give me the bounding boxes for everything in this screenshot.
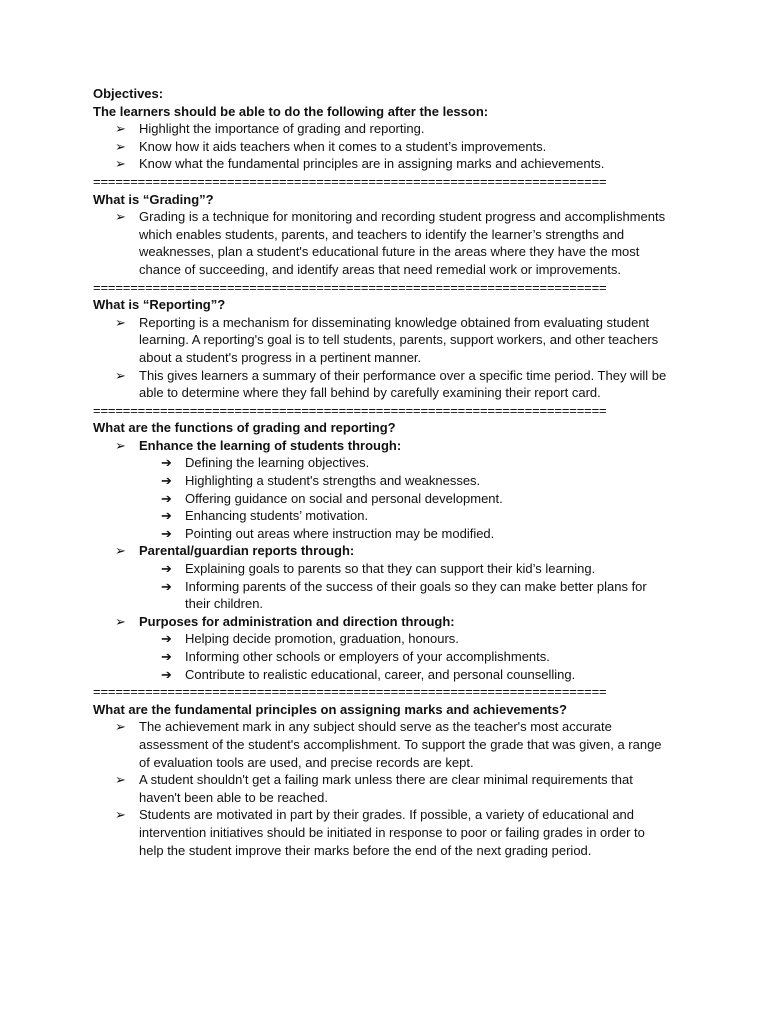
grading-title: What is “Grading”? (93, 191, 214, 207)
sub-list (139, 630, 673, 683)
list-item: ➢ Reporting is a mechanism for disseminating knowledge obtained from evaluating student learning. A reporting's goal is to tell students, parents, support workers, and other teachers about a student's progress in a pertinent manner. (115, 314, 659, 365)
arrowhead-bullet-icon: ➢ (115, 437, 126, 453)
group-label: Purposes for administration and direction through: (139, 613, 455, 629)
arrowhead-bullet-icon: ➢ (115, 209, 126, 225)
sub-list-item: ➔ Pointing out areas where instruction may be modified. (161, 525, 495, 541)
sub-list-item: ➔ Explaining goals to parents so that they can support their kid’s learning. (161, 561, 596, 577)
sub-list-item: ➔ Highlighting a student's strengths and weaknesses. (161, 473, 481, 489)
arrowhead-bullet-icon: ➢ (115, 314, 126, 330)
arrow-bullet-icon: ➔ (161, 649, 172, 664)
sub-list-item: ➔ Contribute to realistic educational, career, and personal counselling. (161, 666, 576, 682)
section-separator: ===================================================================== (93, 279, 607, 295)
arrow-bullet-icon: ➔ (161, 473, 172, 489)
section-separator: ===================================================================== (93, 402, 607, 418)
arrow-bullet-icon: ➔ (161, 508, 172, 524)
list-item (93, 542, 673, 612)
sub-list (139, 454, 673, 542)
arrow-bullet-icon: ➔ (161, 666, 172, 682)
list-item: ➢ Highlight the importance of grading and reporting. (115, 121, 425, 137)
sub-list-item: ➔ Informing parents of the success of their goals so they can make better plans for their children. (161, 578, 647, 612)
section-separator: ===================================================================== (93, 684, 607, 700)
sub-list-item: ➔ Informing other schools or employers of your accomplishments. (161, 649, 550, 664)
functions-title: What are the functions of grading and reporting? (93, 420, 396, 436)
list-item (93, 613, 673, 683)
list-item (93, 437, 673, 543)
arrowhead-bullet-icon: ➢ (115, 807, 126, 823)
objectives-list (93, 120, 673, 173)
sub-list-item: ➔ Helping decide promotion, graduation, honours. (161, 631, 459, 647)
section-separator: ===================================================================== (93, 173, 607, 189)
arrowhead-bullet-icon: ➢ (115, 367, 126, 383)
objectives-title: Objectives: (93, 86, 164, 101)
list-item: ➢ The achievement mark in any subject should serve as the teacher's most accurate assessment of the student's accomplishment. To support the grade that was given, a range of evaluation tools are used, and precise records are kept. (115, 719, 662, 770)
arrowhead-bullet-icon: ➢ (115, 156, 126, 172)
arrow-bullet-icon: ➔ (161, 490, 172, 506)
sub-list-item: ➔ Defining the learning objectives. (161, 455, 370, 471)
arrowhead-bullet-icon: ➢ (115, 719, 126, 735)
arrow-bullet-icon: ➔ (161, 561, 172, 577)
functions-list (93, 437, 673, 683)
group-label: Parental/guardian reports through: (139, 543, 355, 559)
arrow-bullet-icon: ➔ (161, 525, 172, 541)
list-item: ➢ Grading is a technique for monitoring and recording student progress and accomplishments which enables students, parents, and teachers to identify the learner’s strengths and weaknesses, plan a student's educational future in the areas where they have the most chance of succeeding, and identify areas that need remedial work or improvements. (115, 209, 666, 277)
group-label: Enhance the learning of students through: (139, 437, 402, 453)
arrow-bullet-icon: ➔ (161, 578, 172, 594)
objectives-intro: The learners should be able to do the following after the lesson: (93, 103, 489, 119)
arrowhead-bullet-icon: ➢ (115, 138, 126, 154)
principles-title: What are the fundamental principles on assigning marks and achievements? (93, 701, 567, 717)
sub-list-item: ➔ Offering guidance on social and personal development. (161, 490, 503, 506)
arrowhead-bullet-icon: ➢ (115, 543, 126, 559)
arrowhead-bullet-icon: ➢ (115, 121, 126, 137)
arrowhead-bullet-icon: ➢ (115, 613, 126, 629)
arrow-bullet-icon: ➔ (161, 455, 172, 471)
sub-list-item: ➔ Enhancing students’ motivation. (161, 508, 369, 524)
list-item: ➢ This gives learners a summary of their performance over a specific time period. They will be able to determine where they fall behind by carefully examining their report card. (115, 367, 667, 401)
list-item: ➢ Know how it aids teachers when it comes to a student’s improvements. (115, 138, 547, 154)
principles-list (93, 718, 673, 859)
list-item: ➢ Students are motivated in part by their grades. If possible, a variety of educational and intervention initiatives should be initiated in response to poor or failing grades in order to help the student improve their marks before the end of the next grading period. (115, 807, 645, 858)
arrowhead-bullet-icon: ➢ (115, 772, 126, 788)
sub-list (139, 560, 673, 613)
grading-list (93, 208, 673, 278)
reporting-title: What is “Reporting”? (93, 297, 226, 313)
list-item: ➢ Know what the fundamental principles are in assigning marks and achievements. (115, 156, 605, 172)
reporting-list (93, 314, 673, 402)
list-item: ➢ A student shouldn't get a failing mark unless there are clear minimal requirements that haven't been able to be reached. (115, 772, 633, 805)
arrow-bullet-icon: ➔ (161, 631, 172, 647)
